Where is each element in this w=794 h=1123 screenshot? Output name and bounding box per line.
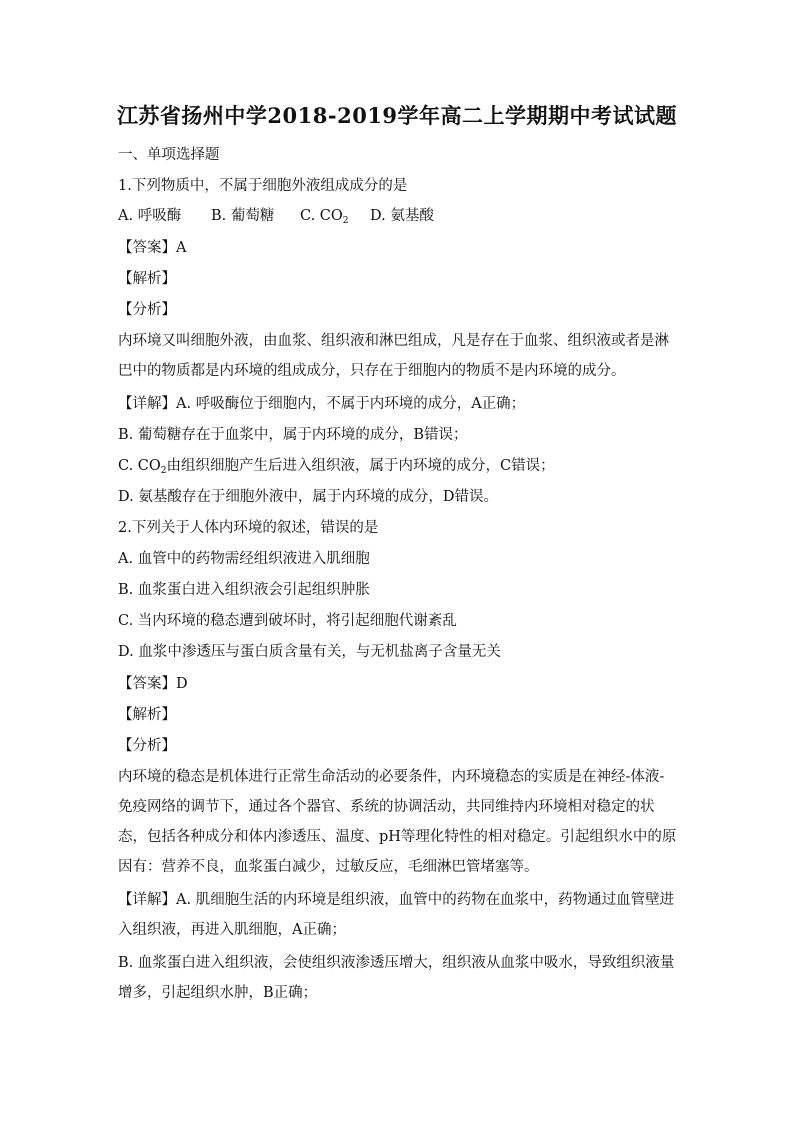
q2-fenxi-label: 【分析】 (118, 738, 176, 754)
q1-option-c: C. $CO_2$ (300, 208, 349, 226)
q2-jiexi-label: 【解析】 (118, 707, 176, 723)
q1-fenxi-label: 【分析】 (118, 302, 176, 318)
q2-analysis: 内环境的稳态是机体进行正常生命活动的必要条件，内环境稳态的实质是在神经-体液-免疫网络的调节下，通过各个器官、系统的协调活动，共同维持内环境相对稳定的状态，包括各种成分和体内渗透压、温度、pH等理化特性的相对稳定。引起组织水中的原因有：营养不良，血浆蛋白减少，过敏反应，毛细淋巴管堵塞等。 (118, 769, 677, 875)
q1-options (118, 206, 678, 226)
q2-option-c: C. 当内环境的稳态遭到破坏时，将引起细胞代谢紊乱 (118, 613, 457, 629)
q2-detail-a: 【详解】A. 肌细胞生活的内环境是组织液，血管中的药物在血浆中，药物通过血管壁进入组织液，再进入肌细胞，A正确； (118, 892, 675, 938)
q1-detail-c: C. $CO_2$由组织细胞产生后进入组织液，属于内环境的成分，C错误； (118, 458, 555, 476)
q1-option-b: B. 葡萄糖 (211, 208, 275, 224)
q2-option-b: B. 血浆蛋白进入组织液会引起组织肿胀 (118, 582, 370, 598)
q2-option-d: D. 血浆中渗透压与蛋白质含量有关，与无机盐离子含量无关 (118, 644, 501, 660)
q2-stem: 2.下列关于人体内环境的叙述，错误的是 (118, 520, 379, 536)
q1-option-a: A. 呼吸酶 (118, 208, 182, 224)
q1-answer: 【答案】A (118, 240, 187, 256)
q1-jiexi-label: 【解析】 (118, 271, 176, 287)
q1-detail-d: D. 氨基酸存在于细胞外液中，属于内环境的成分，D错误。 (118, 489, 498, 505)
q2-detail-b: B. 血浆蛋白进入组织液，会使组织液渗透压增大，组织液从血浆中吸水，导致组织液量增多，引起组织水肿，B正确； (118, 955, 675, 1001)
q2-option-a: A. 血管中的药物需经组织液进入肌细胞 (118, 551, 370, 567)
q2-answer: 【答案】D (118, 676, 188, 692)
q1-analysis: 内环境又叫细胞外液，由血浆、组织液和淋巴组成，凡是存在于血浆、组织液或者是淋巴中的物质都是内环境的组成成分，只存在于细胞内的物质不是内环境的成分。 (118, 333, 669, 379)
q1-option-d: D. 氨基酸 (370, 208, 434, 224)
section-heading: 一、单项选择题 (118, 147, 220, 163)
document-title: 江苏省扬州中学2018-2019学年高二上学期期中考试试题 (116, 103, 678, 128)
q1-stem: 1.下列物质中，不属于细胞外液组成成分的是 (118, 178, 408, 194)
q1-detail-b: B. 葡萄糖存在于血浆中，属于内环境的成分，B错误； (118, 427, 468, 443)
q1-detail-a: 【详解】A. 呼吸酶位于细胞内，不属于内环境的成分，A正确； (118, 396, 526, 412)
